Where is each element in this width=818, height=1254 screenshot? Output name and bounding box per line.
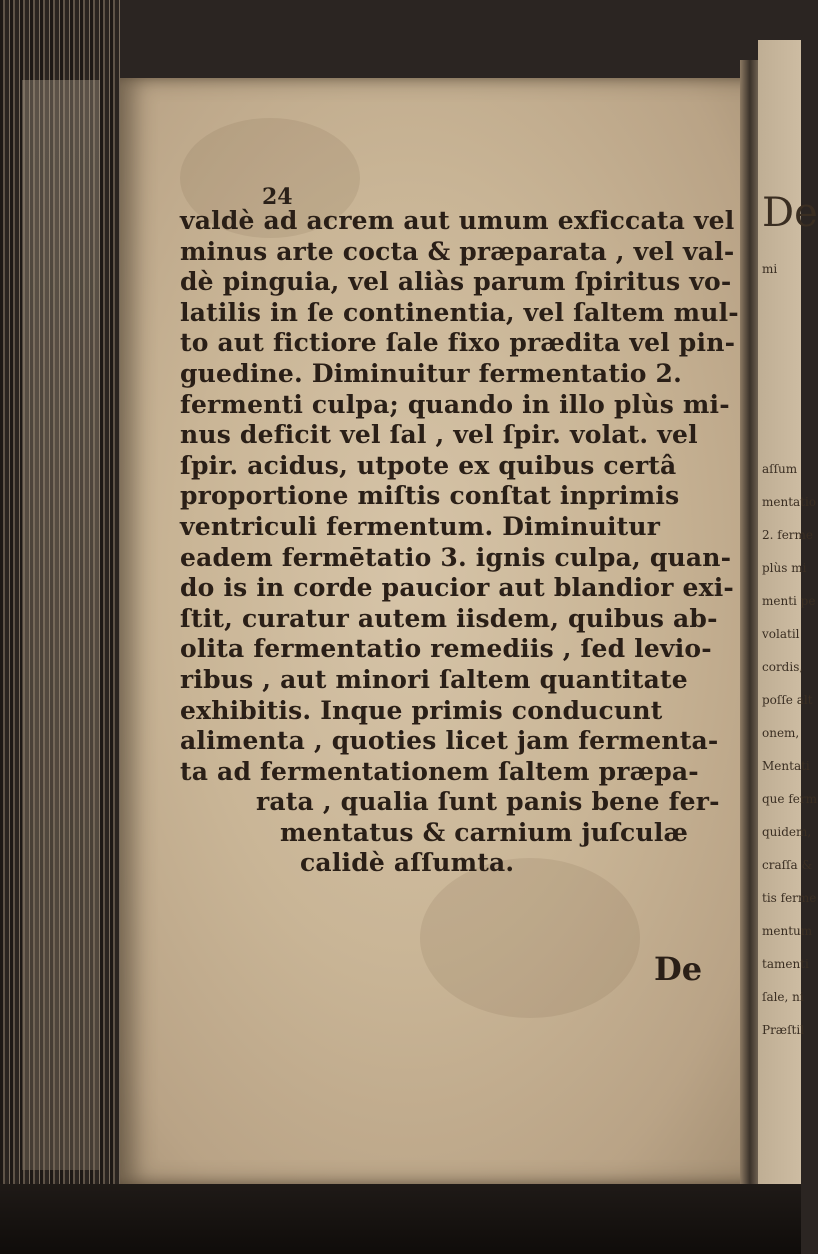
next-page-fragment: Mentati bbox=[762, 759, 810, 773]
text-line: to aut fictiore ſale fixo prædita vel pin- bbox=[180, 328, 736, 358]
next-page-fragment: plùs mi bbox=[762, 561, 807, 575]
text-line: exhibitis. Inque primis conducunt bbox=[180, 695, 663, 725]
text-line: do is in corde paucior aut blandior exi- bbox=[180, 573, 734, 603]
text-line: eadem fermētatio 3. ignis culpa, quan- bbox=[180, 542, 732, 572]
paper-scrap bbox=[22, 80, 100, 1170]
text-line: guedine. Diminuitur fermentatio 2. bbox=[180, 358, 683, 388]
page-number: 24 bbox=[262, 184, 293, 210]
text-line: proportione miſtis conſtat inprimis bbox=[180, 481, 680, 511]
next-page-fragment: menti pe bbox=[762, 594, 816, 608]
next-page-edge bbox=[758, 40, 818, 1220]
body-text bbox=[180, 206, 740, 879]
next-page-fragment: mentum bbox=[762, 924, 813, 938]
catchword: De bbox=[654, 950, 703, 988]
text-line: valdè ad acrem aut umum exficcata vel bbox=[180, 206, 735, 235]
text-line: olita fermentatio remediis , ſed levio- bbox=[180, 634, 712, 664]
text-line: fermenti culpa; quando in illo plùs mi- bbox=[180, 389, 730, 419]
text-line: ribus , aut minori ſaltem quantitate bbox=[180, 664, 688, 694]
text-line: alimenta , quoties licet jam fermenta- bbox=[180, 726, 719, 756]
next-page-fragment: que ferm bbox=[762, 792, 817, 806]
previous-pages-edge bbox=[0, 0, 120, 1254]
text-line: ta ad fermentationem ſaltem præpa- bbox=[180, 756, 699, 786]
next-page-fragment: De bbox=[762, 190, 818, 236]
next-page-fragment: quidem, bbox=[762, 825, 812, 839]
text-line: minus arte cocta & præparata , vel val- bbox=[180, 236, 735, 266]
next-page-fragment: 2. ferme bbox=[762, 528, 814, 542]
text-line: mentatus & carnium juſculæ bbox=[280, 817, 689, 847]
text-line: calidè aſſumta. bbox=[300, 848, 515, 878]
text-line: rata , qualia ſunt panis bene fer- bbox=[256, 787, 720, 817]
next-page-fragment: tis ferme bbox=[762, 891, 817, 905]
text-line: ſpir. acidus, utpote ex quibus certâ bbox=[180, 450, 677, 480]
next-page-fragment: aſſum bbox=[762, 462, 798, 476]
book-gutter bbox=[740, 60, 758, 1200]
next-page-fragment: mi bbox=[762, 262, 778, 276]
next-page-fragment: onem, bbox=[762, 726, 800, 740]
next-page-fragment: poſſe alt bbox=[762, 693, 813, 707]
text-line: nus deficit vel ſal , vel ſpir. volat. vel bbox=[180, 420, 698, 450]
text-line: dè pinguia, vel aliàs parum ſpiritus vo- bbox=[180, 267, 732, 297]
text-line: ventriculi fermentum. Diminuitur bbox=[180, 511, 661, 541]
next-page-fragment: cordis, bbox=[762, 660, 804, 674]
next-page-fragment: Præſtil bbox=[762, 1023, 805, 1037]
text-line: latilis in ſe continentia, vel ſaltem mul- bbox=[180, 297, 739, 327]
next-page-fragment: craſſa & bbox=[762, 858, 813, 872]
table-surface bbox=[0, 1184, 801, 1254]
text-line: ſtit, curatur autem iisdem, quibus ab- bbox=[180, 603, 718, 633]
next-page-fragment: tamenti bbox=[762, 957, 809, 971]
next-page-fragment: mentatio bbox=[762, 495, 817, 509]
next-page-fragment: ſale, ni bbox=[762, 990, 804, 1004]
paper-stain bbox=[420, 858, 640, 1018]
next-page-fragment: volatil bbox=[762, 627, 800, 641]
